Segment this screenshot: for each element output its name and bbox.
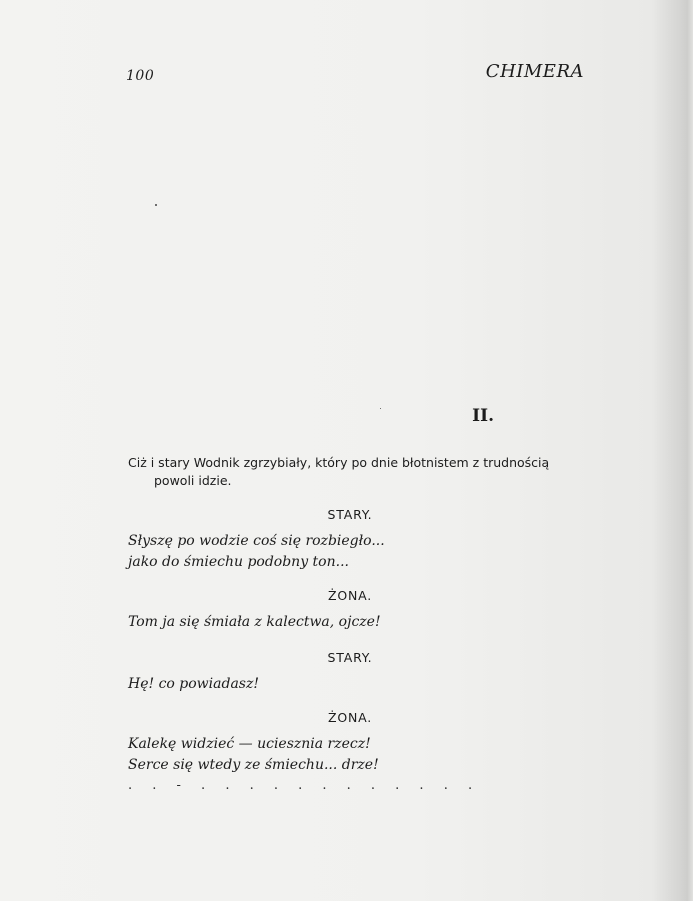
stage-direction — [128, 454, 598, 490]
verse-line: Serce się wtedy ze śmiechu... drze! — [128, 757, 379, 773]
ellipsis-row: . . - . . . . . . . . . . . . — [128, 778, 481, 793]
stage-direction-line: powoli idzie. — [154, 473, 232, 488]
speaker-name: ŻONA. — [327, 588, 373, 603]
verse-line: Kalekę widzieć — uciesznia rzecz! — [128, 736, 371, 752]
section-number: II. — [472, 406, 494, 426]
speaker-name: ŻONA. — [327, 710, 373, 725]
verse-line: Słyszę po wodzie coś się rozbiegło... — [128, 533, 385, 549]
speaker-name: STARY. — [327, 650, 373, 665]
stage-direction-line: Ciż i stary Wodnik zgrzybiały, który po dnie błotnistem z trudnością — [128, 455, 550, 470]
verse-line: Tom ja się śmiała z kalectwa, ojcze! — [128, 614, 381, 630]
paper-speck — [155, 204, 157, 206]
verse-line: jako do śmiechu podobny ton... — [128, 554, 349, 570]
speaker-name: STARY. — [327, 507, 373, 522]
page-number: 100 — [126, 68, 155, 84]
verse-line: Hę! co powiadasz! — [128, 676, 259, 692]
paper-speck — [380, 408, 381, 409]
page-edge-shadow — [679, 0, 693, 901]
running-title: CHIMERA — [485, 61, 584, 82]
